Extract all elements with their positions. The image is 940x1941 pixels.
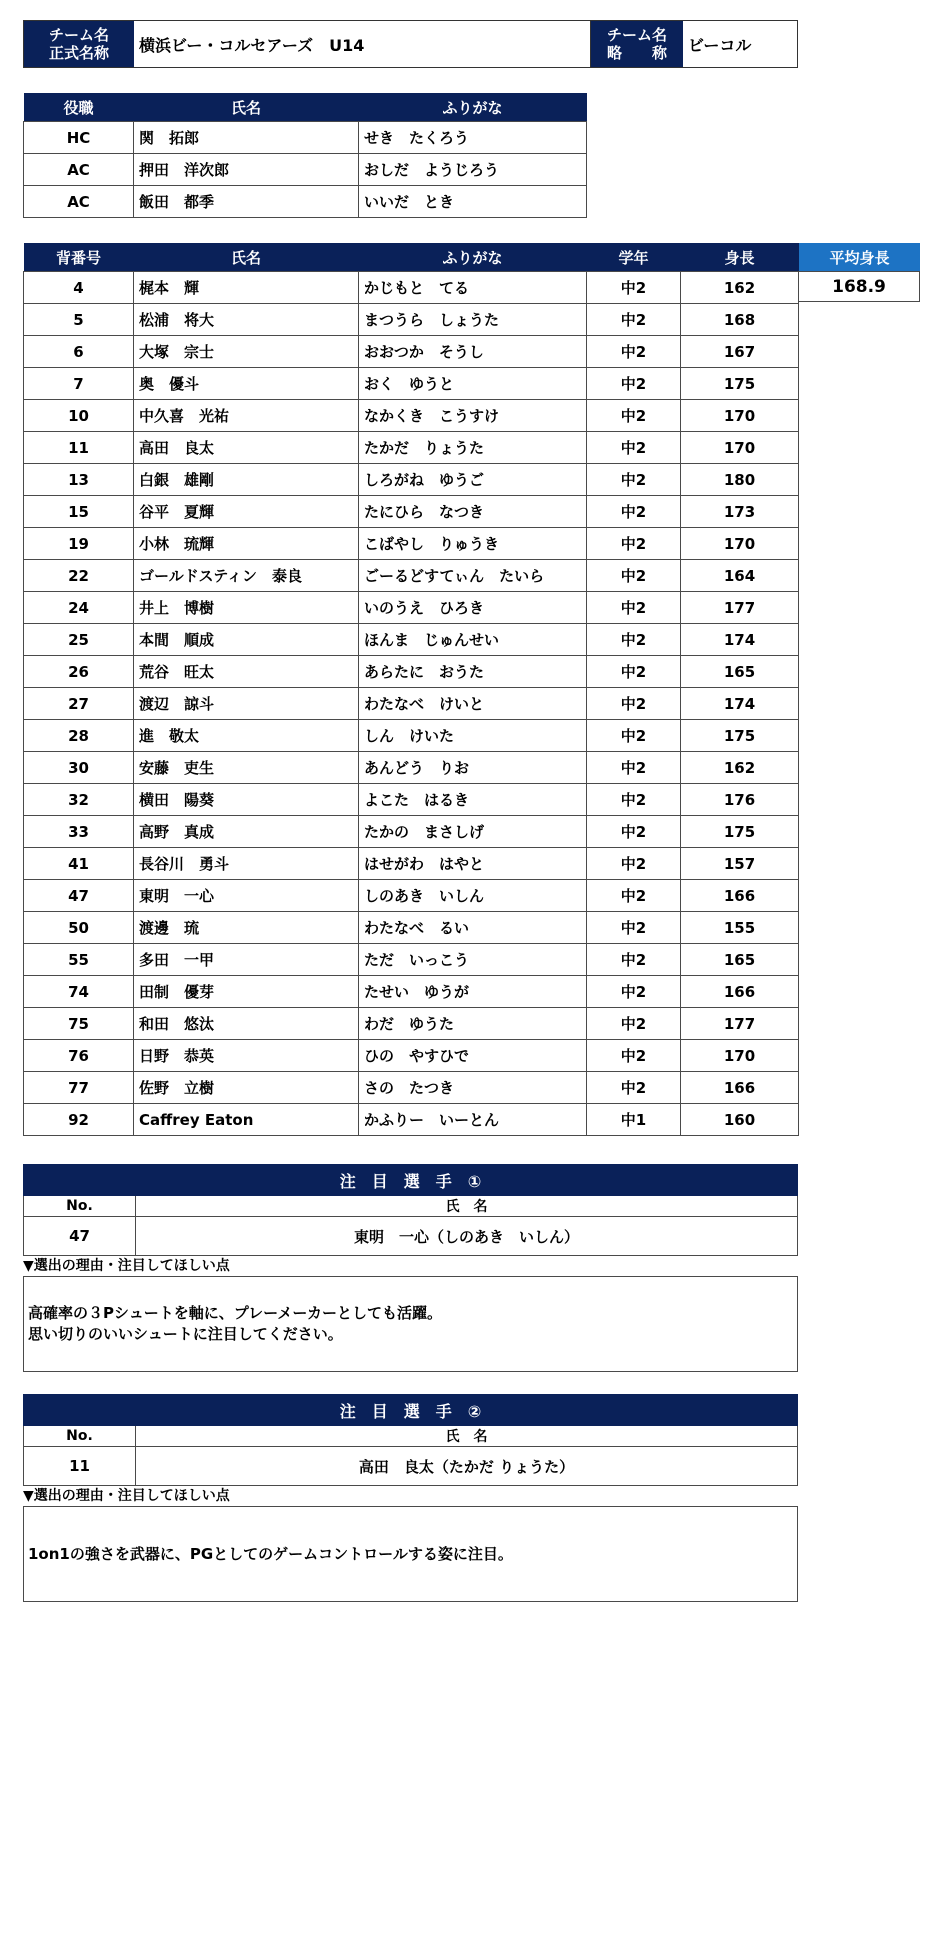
height-cell: 180 (681, 464, 799, 496)
name-cell: 白銀 雄剛 (134, 464, 359, 496)
number-cell: 4 (24, 272, 134, 304)
featured-name-label: 氏 名 (445, 1199, 488, 1215)
player-row (24, 944, 799, 976)
col-number: 背番号 (55, 248, 101, 267)
name-cell: 日野 恭英 (134, 1040, 359, 1072)
number-cell: 47 (24, 880, 134, 912)
player-row (24, 656, 799, 688)
height-cell: 176 (681, 784, 799, 816)
number-cell: 33 (24, 816, 134, 848)
number-cell: 76 (24, 1040, 134, 1072)
featured-no: 47 (24, 1217, 136, 1255)
number-cell: 13 (24, 464, 134, 496)
furigana-cell: まつうら しょうた (359, 304, 587, 336)
player-row (24, 336, 799, 368)
height-cell: 166 (681, 880, 799, 912)
featured-no: 11 (24, 1447, 136, 1485)
furigana-cell: たかの まさしげ (359, 816, 587, 848)
height-cell: 170 (681, 400, 799, 432)
grade-cell: 中2 (587, 1008, 681, 1040)
grade-cell: 中2 (587, 336, 681, 368)
grade-cell: 中2 (587, 944, 681, 976)
furigana-cell: ほんま じゅんせい (359, 624, 587, 656)
furigana-cell: わたなべ るい (359, 912, 587, 944)
players-table (23, 243, 799, 1136)
name-cell: 荒谷 旺太 (134, 656, 359, 688)
name-cell: 奥 優斗 (134, 368, 359, 400)
height-cell: 174 (681, 688, 799, 720)
furigana-cell: ごーるどすてぃん たいら (359, 560, 587, 592)
featured-name: 高田 良太（たかだ りょうた） (358, 1457, 575, 1476)
grade-cell: 中2 (587, 496, 681, 528)
furigana-cell: ただ いっこう (359, 944, 587, 976)
name-cell: Caffrey Eaton (134, 1104, 359, 1136)
number-cell: 19 (24, 528, 134, 560)
number-cell: 74 (24, 976, 134, 1008)
grade-cell: 中2 (587, 464, 681, 496)
reason-text: 高確率の３Pシュートを軸に、プレーメーカーとしても活躍。 思い切りのいいシュートに注目してください。 (23, 1276, 798, 1372)
number-cell: 30 (24, 752, 134, 784)
height-cell: 170 (681, 432, 799, 464)
player-row (24, 560, 799, 592)
player-row (24, 400, 799, 432)
player-row (24, 880, 799, 912)
name-cell: ゴールドスティン 泰良 (134, 560, 359, 592)
name-cell: 飯田 都季 (134, 186, 359, 218)
furigana-cell: おく ゆうと (359, 368, 587, 400)
player-row (24, 592, 799, 624)
number-cell: 22 (24, 560, 134, 592)
furigana-cell: はせがわ はやと (359, 848, 587, 880)
name-cell: 高野 真成 (134, 816, 359, 848)
player-row (24, 272, 799, 304)
player-row (24, 1072, 799, 1104)
number-cell: 55 (24, 944, 134, 976)
height-cell: 162 (681, 752, 799, 784)
col-grade: 学年 (618, 248, 649, 267)
player-row (24, 464, 799, 496)
player-row (24, 1040, 799, 1072)
col-furigana: ふりがな (442, 248, 503, 267)
featured-player-2 (23, 1394, 798, 1602)
player-row (24, 1008, 799, 1040)
player-row (24, 784, 799, 816)
number-cell: 6 (24, 336, 134, 368)
col-role: 役職 (63, 98, 94, 117)
player-row (24, 624, 799, 656)
player-row (24, 528, 799, 560)
grade-cell: 中1 (587, 1104, 681, 1136)
height-cell: 162 (681, 272, 799, 304)
furigana-cell: おしだ ようじろう (359, 154, 587, 186)
number-cell: 27 (24, 688, 134, 720)
featured-no-label: No. (24, 1196, 136, 1216)
height-cell: 160 (681, 1104, 799, 1136)
number-cell: 24 (24, 592, 134, 624)
grade-cell: 中2 (587, 432, 681, 464)
height-cell: 166 (681, 976, 799, 1008)
name-cell: 谷平 夏輝 (134, 496, 359, 528)
height-cell: 175 (681, 368, 799, 400)
col-name: 氏名 (230, 248, 261, 267)
name-cell: 長谷川 勇斗 (134, 848, 359, 880)
grade-cell: 中2 (587, 848, 681, 880)
name-cell: 和田 悠汰 (134, 1008, 359, 1040)
furigana-cell: あんどう りお (359, 752, 587, 784)
grade-cell: 中2 (587, 400, 681, 432)
number-cell: 32 (24, 784, 134, 816)
player-row (24, 1104, 799, 1136)
player-row (24, 304, 799, 336)
number-cell: 7 (24, 368, 134, 400)
furigana-cell: せき たくろう (359, 122, 587, 154)
staff-row (24, 154, 587, 186)
player-row (24, 976, 799, 1008)
height-cell: 165 (681, 656, 799, 688)
official-name-label: チーム名 正式名称 (24, 21, 134, 67)
name-cell: 関 拓郎 (134, 122, 359, 154)
name-cell: 梶本 輝 (134, 272, 359, 304)
name-cell: 大塚 宗士 (134, 336, 359, 368)
grade-cell: 中2 (587, 688, 681, 720)
furigana-cell: いのうえ ひろき (359, 592, 587, 624)
grade-cell: 中2 (587, 880, 681, 912)
grade-cell: 中2 (587, 752, 681, 784)
number-cell: 92 (24, 1104, 134, 1136)
featured-name: 東明 一心（しのあき いしん） (353, 1227, 579, 1246)
furigana-cell: しのあき いしん (359, 880, 587, 912)
furigana-cell: たかだ りょうた (359, 432, 587, 464)
grade-cell: 中2 (587, 560, 681, 592)
name-cell: 押田 洋次郎 (134, 154, 359, 186)
name-cell: 本間 順成 (134, 624, 359, 656)
player-row (24, 848, 799, 880)
number-cell: 77 (24, 1072, 134, 1104)
number-cell: 5 (24, 304, 134, 336)
featured-title: 注 目 選 手 ① (23, 1164, 798, 1196)
player-row (24, 496, 799, 528)
name-cell: 田制 優芽 (134, 976, 359, 1008)
height-cell: 155 (681, 912, 799, 944)
number-cell: 25 (24, 624, 134, 656)
furigana-cell: かじもと てる (359, 272, 587, 304)
reason-label: ▼選出の理由・注目してほしい点 (23, 1258, 230, 1274)
featured-no-label: No. (24, 1426, 136, 1446)
height-cell: 175 (681, 720, 799, 752)
staff-row (24, 186, 587, 218)
number-cell: 10 (24, 400, 134, 432)
players-header-row (24, 243, 799, 272)
number-cell: 26 (24, 656, 134, 688)
team-info-box (23, 20, 798, 68)
player-row (24, 432, 799, 464)
staff-table (23, 93, 587, 218)
grade-cell: 中2 (587, 1072, 681, 1104)
official-team-name: 横浜ビー・コルセアーズ U14 (134, 21, 591, 67)
name-cell: 進 敬太 (134, 720, 359, 752)
name-cell: 渡辺 諒斗 (134, 688, 359, 720)
height-cell: 170 (681, 1040, 799, 1072)
furigana-cell: しろがね ゆうご (359, 464, 587, 496)
name-cell: 高田 良太 (134, 432, 359, 464)
name-cell: 井上 博樹 (134, 592, 359, 624)
height-cell: 177 (681, 592, 799, 624)
height-cell: 175 (681, 816, 799, 848)
col-furigana: ふりがな (442, 98, 503, 117)
name-cell: 東明 一心 (134, 880, 359, 912)
player-row (24, 816, 799, 848)
grade-cell: 中2 (587, 720, 681, 752)
furigana-cell: たにひら なつき (359, 496, 587, 528)
staff-header-row (24, 93, 587, 122)
staff-row (24, 122, 587, 154)
grade-cell: 中2 (587, 816, 681, 848)
furigana-cell: さの たつき (359, 1072, 587, 1104)
player-row (24, 368, 799, 400)
featured-name-label: 氏 名 (445, 1429, 488, 1445)
grade-cell: 中2 (587, 368, 681, 400)
col-height: 身長 (724, 248, 755, 267)
grade-cell: 中2 (587, 784, 681, 816)
player-row (24, 752, 799, 784)
height-cell: 173 (681, 496, 799, 528)
number-cell: 28 (24, 720, 134, 752)
number-cell: 15 (24, 496, 134, 528)
furigana-cell: わたなべ けいと (359, 688, 587, 720)
furigana-cell: こばやし りゅうき (359, 528, 587, 560)
name-cell: 横田 陽葵 (134, 784, 359, 816)
furigana-cell: よこた はるき (359, 784, 587, 816)
grade-cell: 中2 (587, 656, 681, 688)
furigana-cell: しん けいた (359, 720, 587, 752)
height-cell: 166 (681, 1072, 799, 1104)
number-cell: 41 (24, 848, 134, 880)
featured-player-1 (23, 1164, 798, 1372)
furigana-cell: いいだ とき (359, 186, 587, 218)
furigana-cell: あらたに おうた (359, 656, 587, 688)
average-height-label: 平均身長 (799, 243, 920, 271)
average-height-value: 168.9 (799, 271, 920, 302)
furigana-cell: ひの やすひで (359, 1040, 587, 1072)
furigana-cell: わだ ゆうた (359, 1008, 587, 1040)
furigana-cell: かふりー いーとん (359, 1104, 587, 1136)
grade-cell: 中2 (587, 624, 681, 656)
player-row (24, 720, 799, 752)
grade-cell: 中2 (587, 304, 681, 336)
role-cell: AC (24, 154, 134, 186)
furigana-cell: なかくき こうすけ (359, 400, 587, 432)
grade-cell: 中2 (587, 912, 681, 944)
height-cell: 168 (681, 304, 799, 336)
furigana-cell: たせい ゆうが (359, 976, 587, 1008)
featured-title: 注 目 選 手 ② (23, 1394, 798, 1426)
number-cell: 75 (24, 1008, 134, 1040)
player-row (24, 912, 799, 944)
reason-text: 1on1の強さを武器に、PGとしてのゲームコントロールする姿に注目。 (23, 1506, 798, 1602)
number-cell: 50 (24, 912, 134, 944)
height-cell: 170 (681, 528, 799, 560)
number-cell: 11 (24, 432, 134, 464)
furigana-cell: おおつか そうし (359, 336, 587, 368)
height-cell: 167 (681, 336, 799, 368)
name-cell: 中久喜 光祐 (134, 400, 359, 432)
role-cell: AC (24, 186, 134, 218)
role-cell: HC (24, 122, 134, 154)
grade-cell: 中2 (587, 592, 681, 624)
name-cell: 佐野 立樹 (134, 1072, 359, 1104)
grade-cell: 中2 (587, 976, 681, 1008)
name-cell: 松浦 将大 (134, 304, 359, 336)
grade-cell: 中2 (587, 1040, 681, 1072)
height-cell: 165 (681, 944, 799, 976)
height-cell: 177 (681, 1008, 799, 1040)
short-name-label: チーム名 略 称 (591, 21, 683, 67)
reason-label: ▼選出の理由・注目してほしい点 (23, 1488, 230, 1504)
col-name: 氏名 (230, 98, 261, 117)
height-cell: 164 (681, 560, 799, 592)
name-cell: 安藤 吏生 (134, 752, 359, 784)
name-cell: 多田 一甲 (134, 944, 359, 976)
height-cell: 174 (681, 624, 799, 656)
grade-cell: 中2 (587, 272, 681, 304)
player-row (24, 688, 799, 720)
grade-cell: 中2 (587, 528, 681, 560)
name-cell: 渡邊 琉 (134, 912, 359, 944)
height-cell: 157 (681, 848, 799, 880)
short-team-name: ビーコル (688, 35, 752, 55)
name-cell: 小林 琉輝 (134, 528, 359, 560)
